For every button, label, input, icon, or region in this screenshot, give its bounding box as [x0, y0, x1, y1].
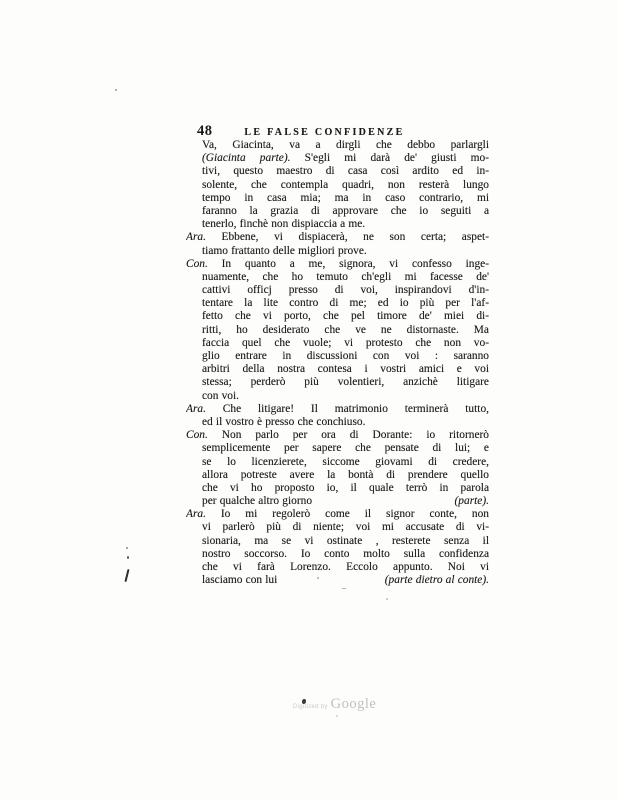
text-segment: se lo licenzierete, siccome giovami di credere, — [202, 455, 489, 468]
text-line — [202, 139, 489, 152]
text-segment: Che litigare! Il matrimonio terminerà tutto, — [205, 402, 489, 415]
text-line — [202, 416, 489, 429]
text-segment: Io mi regolerò come il signor conte, non — [205, 508, 489, 521]
text-line — [202, 337, 489, 350]
text-segment: semplicemente per sapere che pensate di lui; e — [202, 442, 489, 455]
text-line — [202, 390, 489, 403]
text-line — [202, 271, 489, 284]
text-line — [202, 284, 489, 297]
text-line — [202, 376, 489, 389]
text-line — [202, 363, 489, 376]
text-segment: tentare la lite contro di me; ed io più per l'af- — [202, 297, 489, 310]
text-line — [202, 456, 489, 469]
text-segment: Non parlo per ora di Dorante: io ritornerò — [207, 429, 489, 442]
text-block — [186, 139, 489, 587]
text-segment: faranno la grazia di approvare che io seguiti a — [202, 204, 489, 217]
text-segment: tivi, questo maestro di casa così ardito ed in- — [202, 165, 489, 178]
text-line — [186, 429, 489, 442]
italic-text-segment: Ara. — [186, 402, 206, 415]
italic-text-segment: Con. — [186, 429, 208, 442]
text-segment: stessa; perderò più volentieri, anzichè litigare — [202, 376, 489, 389]
text-segment: che vi ho proposto io, il quale terrò in parola — [202, 481, 489, 494]
ink-speck — [386, 598, 388, 600]
text-segment: tenerlo, finchè non dispiaccia a me. — [202, 218, 366, 231]
text-line — [202, 482, 489, 495]
ink-slash-mark — [124, 569, 129, 582]
text-line — [202, 165, 489, 178]
text-segment: per qualche altro giorno — [202, 495, 313, 508]
text-line — [202, 442, 489, 455]
text-line — [186, 508, 489, 521]
text-line — [202, 535, 489, 548]
text-line — [202, 561, 489, 574]
text-line — [202, 245, 489, 258]
text-line — [186, 231, 489, 244]
text-segment: nostro soccorso. Io conto molto sulla confidenza — [202, 547, 489, 560]
italic-text-segment: Con. — [186, 257, 208, 270]
text-line — [202, 310, 489, 323]
text-segment: tiamo frattanto delle migliori prove. — [202, 244, 367, 257]
text-segment: solente, che contempla quadri, non resterà lungo — [202, 178, 489, 191]
text-segment: In quanto a me, signora, vi confesso inge- — [207, 257, 489, 270]
text-line — [202, 350, 489, 363]
text-segment: S'egli mi darà de' giusti mo- — [290, 152, 489, 165]
running-header: LE FALSE CONFIDENZE — [244, 127, 405, 138]
text-segment: Ebbene, vi dispiacerà, ne son certa; aspet- — [205, 231, 489, 244]
text-line — [202, 521, 489, 534]
text-line — [202, 192, 489, 205]
ink-speck — [115, 89, 117, 91]
text-line — [202, 548, 489, 561]
watermark-prefix-label: Digitized by — [293, 704, 328, 710]
text-segment: arbitri della nostra contesa i vostri amici e voi — [202, 363, 489, 376]
text-line — [202, 179, 489, 192]
google-logo: Google — [330, 696, 377, 712]
text-segment: sionaria, ma se vi ostinate , resterete senza il — [202, 534, 489, 547]
ink-speck — [126, 547, 128, 549]
italic-text-segment: (parte dietro al conte). — [384, 574, 489, 587]
ink-speck — [317, 577, 319, 579]
ink-speck — [336, 715, 338, 717]
ink-speck — [342, 588, 346, 589]
text-line — [202, 205, 489, 218]
text-line — [202, 152, 489, 165]
text-segment: vi parlerò più di niente; voi mi accusate di vi- — [202, 521, 489, 534]
italic-text-segment: Ara. — [186, 231, 206, 244]
text-segment: glio entrare in discussioni con voi : saranno — [202, 350, 489, 362]
text-segment: fetto che vi porto, che pel timore de' miei di- — [202, 310, 489, 323]
text-segment: ritti, ho desiderato che ve ne distornaste. Ma — [202, 323, 489, 336]
text-segment: lasciamo con lui — [202, 574, 278, 587]
text-line — [202, 218, 489, 231]
text-segment: ed il vostro è presso che conchiuso. — [202, 415, 366, 428]
text-segment: allora potreste avere la bontà di prendere quello — [202, 468, 489, 481]
text-segment: con voi. — [202, 389, 239, 402]
text-segment: faccia quel che vuole; vi protesto che non vo- — [202, 336, 489, 349]
italic-text-segment: Ara. — [186, 508, 206, 521]
text-segment: tempo in casa mia; ma in caso contrario, mi — [202, 191, 489, 204]
text-line — [202, 495, 489, 508]
text-line — [186, 258, 489, 271]
text-line — [202, 324, 489, 337]
text-line — [202, 469, 489, 482]
text-line — [186, 403, 489, 416]
text-segment: Va, Giacinta, va a dirgli che debbo parlargli — [202, 139, 489, 151]
page-number: 48 — [197, 123, 213, 139]
text-segment: che vi farà Lorenzo. Eccolo appunto. Noi vi — [202, 561, 489, 573]
text-line — [202, 574, 489, 587]
italic-text-segment: (Giacinta parte). — [202, 152, 291, 165]
italic-text-segment: (parte). — [454, 495, 489, 508]
text-line — [202, 297, 489, 310]
text-segment: cattivi officj presso di voi, inspirandovi d'in- — [202, 284, 489, 297]
ink-speck — [127, 556, 129, 559]
text-segment: nuamente, che ho temuto ch'egli mi facesse de' — [202, 270, 489, 283]
